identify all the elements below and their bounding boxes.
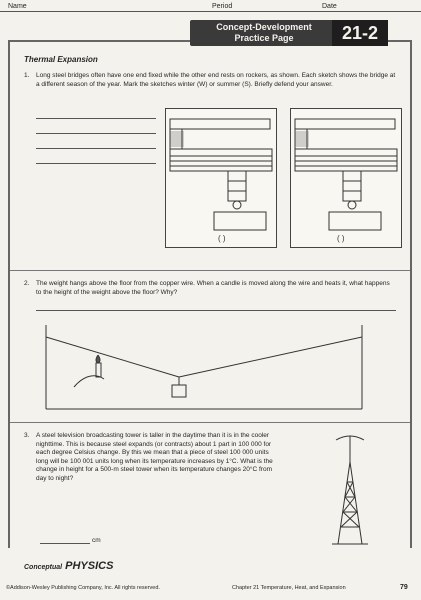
section-title: Thermal Expansion bbox=[24, 55, 98, 64]
header-rule bbox=[0, 11, 421, 12]
page-border-top bbox=[8, 40, 190, 42]
name-label: Name bbox=[8, 3, 27, 10]
q2-answer-line[interactable] bbox=[36, 310, 396, 311]
q2-text: The weight hangs above the floor from the copper wire. When a candle is moved along the wire and heats it, what happens to the height of the weight above the floor? Why? bbox=[36, 280, 390, 296]
footer-copyright: ©Addison-Wesley Publishing Company, Inc. All rights reserved. bbox=[6, 585, 160, 591]
q1-text: Long steel bridges often have one end fixed while the other end rests on rockers, as shown. Each sketch shows the bridge at a different season of the year. Mark the sketches winter (W) or summer (S). Briefly defend your answer. bbox=[36, 72, 396, 88]
page-border-top-right bbox=[388, 40, 412, 42]
logo-word-conceptual: Conceptual bbox=[24, 564, 63, 571]
bridge-sketch-left bbox=[165, 108, 277, 248]
period-label: Period bbox=[212, 3, 233, 10]
q1-answer-line-4[interactable] bbox=[36, 163, 156, 164]
page-number-badge: 21-2 bbox=[332, 20, 388, 46]
page-border-right bbox=[410, 40, 412, 548]
date-label: Date bbox=[322, 3, 337, 10]
q1-paren-left: ( ) bbox=[218, 234, 226, 243]
bridge-sketch-right bbox=[290, 108, 402, 248]
logo-word-physics: PHYSICS bbox=[65, 560, 114, 572]
page-title-line2: Practice Page bbox=[234, 33, 294, 43]
q1-answer-line-3[interactable] bbox=[36, 148, 156, 149]
q2-number: 2. bbox=[24, 280, 30, 287]
page-border-left bbox=[8, 40, 10, 548]
q1-number: 1. bbox=[24, 72, 30, 79]
q3-number: 3. bbox=[24, 432, 30, 439]
wire-weight-diagram bbox=[44, 325, 378, 415]
q3-answer-unit: cm bbox=[92, 537, 101, 544]
q1-answer-line-1[interactable] bbox=[36, 118, 156, 119]
candle-hand bbox=[74, 355, 104, 387]
q1-paren-right: ( ) bbox=[337, 234, 345, 243]
footer-page-number: 79 bbox=[400, 584, 408, 591]
tv-tower-illustration bbox=[320, 432, 380, 550]
section-divider-2 bbox=[10, 422, 410, 423]
page-title-banner bbox=[190, 20, 338, 46]
section-divider-1 bbox=[10, 270, 410, 271]
footer-chapter: Chapter 21 Temperature, Heat, and Expansion bbox=[232, 585, 346, 591]
conceptual-physics-logo bbox=[24, 560, 113, 572]
q1-answer-line-2[interactable] bbox=[36, 133, 156, 134]
page-title-line1: Concept-Development bbox=[216, 22, 312, 32]
q3-text: A steel television broadcasting tower is taller in the daytime than it is in the cooler nighttime. This is because steel expands (or contracts) about 1 part in 100 000 for each degree Celsius change. By this we mean that a piece of steel 100 000 units long will be 100 001 units long when its temperature increases by 1°C. What is the change in height for a 500-m steel tower when its temperature changes 20°C from day to night? bbox=[36, 432, 273, 482]
q3-answer-line[interactable] bbox=[40, 543, 90, 544]
